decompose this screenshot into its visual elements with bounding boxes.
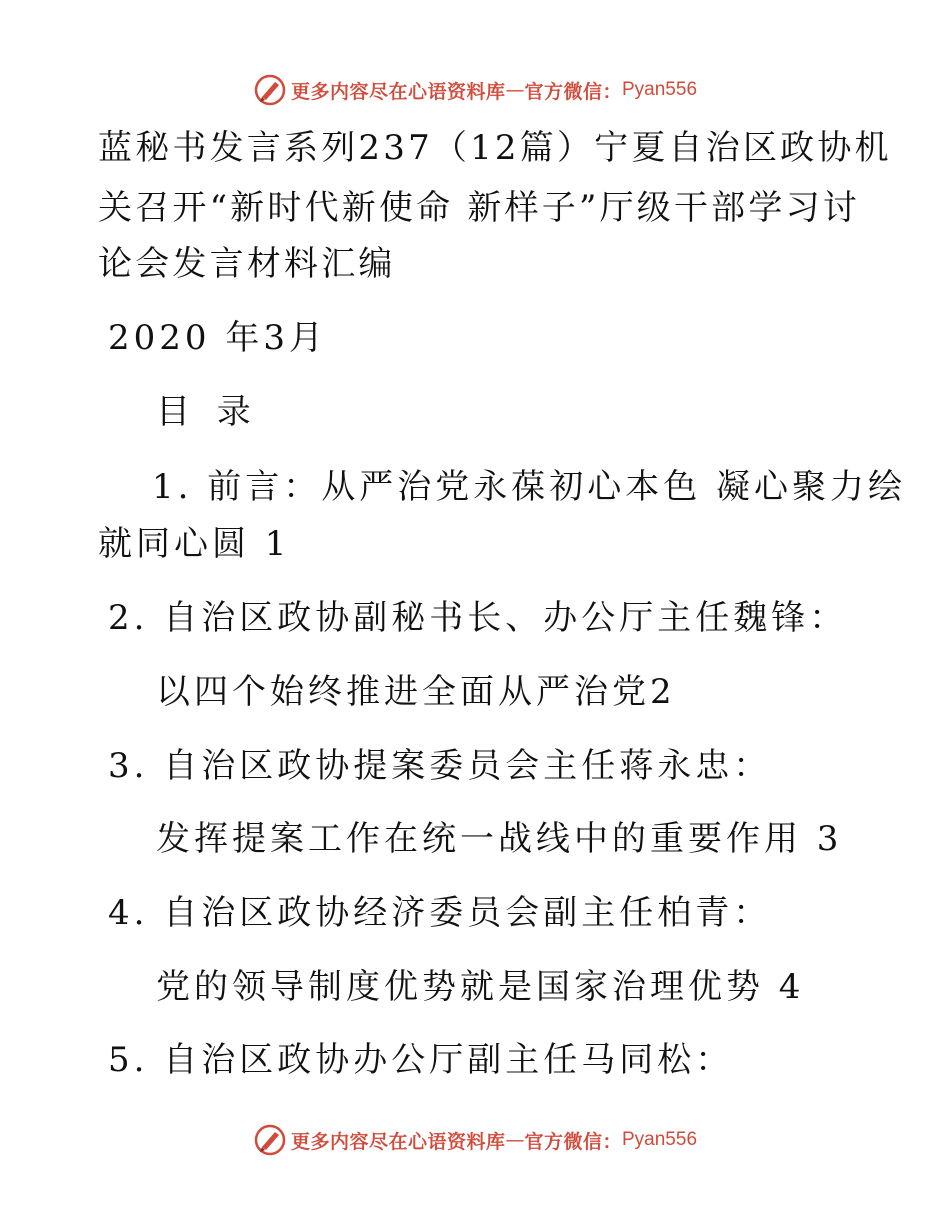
toc-item-2-line-2[interactable]: 以四个始终推进全面从严治党2 bbox=[156, 672, 676, 712]
watermark-official-label: 官方微信： bbox=[524, 1130, 622, 1153]
footer-watermark bbox=[0, 1120, 950, 1160]
header-watermark bbox=[0, 70, 950, 110]
toc-item-1-line-1[interactable]: 1. 前言：从严治党永葆初心本色 凝心聚力绘 bbox=[152, 467, 907, 507]
pen-logo-icon bbox=[253, 1123, 287, 1157]
toc-item-4-line-2[interactable]: 党的领导制度优势就是国家治理优势 4 bbox=[156, 967, 805, 1007]
toc-item-3-line-1[interactable]: 3. 自治区政协提案委员会主任蒋永忠： bbox=[108, 746, 772, 786]
watermark-account: Pyan556 bbox=[622, 1129, 698, 1150]
toc-heading: 目 录 bbox=[156, 392, 259, 432]
watermark-separator: — bbox=[505, 79, 525, 101]
document-title-line-3: 论会发言材料汇编 bbox=[98, 244, 396, 284]
toc-item-5-line-1[interactable]: 5. 自治区政协办公厅副主任马同松： bbox=[108, 1040, 734, 1080]
watermark-site-text: 更多内容尽在心语资料库 bbox=[290, 1130, 506, 1153]
watermark-account: Pyan556 bbox=[622, 79, 698, 100]
toc-item-4-line-1[interactable]: 4. 自治区政协经济委员会副主任柏青： bbox=[108, 893, 772, 933]
watermark-site-text: 更多内容尽在心语资料库 bbox=[290, 80, 506, 103]
watermark-official-label: 官方微信： bbox=[524, 80, 622, 103]
document-title-line-1: 蓝秘书发言系列237（12篇）宁夏自治区政协机 bbox=[98, 128, 892, 168]
watermark-separator: — bbox=[505, 1129, 525, 1151]
toc-item-3-line-2[interactable]: 发挥提案工作在统一战线中的重要作用 3 bbox=[156, 819, 843, 859]
toc-item-2-line-1[interactable]: 2. 自治区政协副秘书长、办公厅主任魏锋： bbox=[108, 598, 848, 638]
toc-item-1-line-2[interactable]: 就同心圆 1 bbox=[98, 524, 291, 564]
pen-logo-icon bbox=[253, 73, 287, 107]
document-title-line-2: 关召开“新时代新使命 新样子”厅级干部学习讨 bbox=[98, 188, 860, 228]
document-date: 2020 年3月 bbox=[108, 318, 327, 358]
